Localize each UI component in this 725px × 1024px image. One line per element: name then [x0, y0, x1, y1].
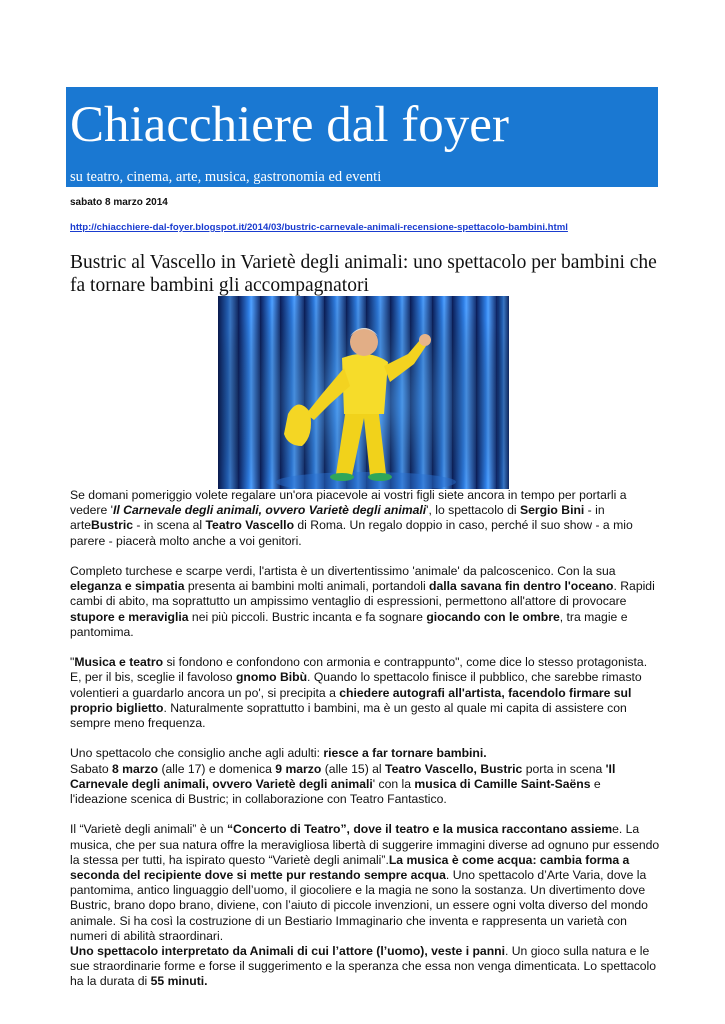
- emphasis-text: dalla savana fin dentro l'oceano: [429, 579, 614, 594]
- paragraph-2: [70, 564, 660, 640]
- paragraph-1: [70, 488, 660, 549]
- body-text-run: . Un gioco sulla natura e le sue straordinarie forme e forse il suggerimento e la speranza che essa non venga dimenticata. Lo spettacolo ha la durata di: [70, 944, 657, 989]
- body-text-run: ', lo spettacolo di: [426, 503, 520, 518]
- blog-title[interactable]: Chiacchiere dal foyer: [70, 97, 509, 153]
- emphasis-text: 'Il Carnevale degli animali, ovvero Varietè degli animali: [70, 761, 616, 791]
- body-text-run: si fondono e confondono con armonia e contrappunto", come dice lo stesso protagonista. E, per il bis, sceglie il favoloso: [70, 655, 648, 685]
- body-text-run: ' con la: [372, 776, 415, 791]
- paragraph-6: [70, 944, 660, 990]
- stage-performer-image: [218, 296, 509, 489]
- body-text-run: - in scena al: [133, 518, 206, 533]
- emphasis-text: 55 minuti.: [150, 974, 208, 989]
- emphasis-text: gnomo Bibù: [235, 670, 308, 685]
- post-url-link[interactable]: http://chiacchiere-dal-foyer.blogspot.it/2014/03/bustric-carnevale-animali-recensione-spettacolo-bambini.html: [70, 222, 568, 233]
- blog-subtitle: su teatro, cinema, arte, musica, gastronomia ed eventi: [70, 169, 382, 185]
- emphasis-text: Teatro Vascello: [205, 518, 295, 533]
- body-text-run: . Naturalmente soprattutto i bambini, ma è un gesto al quale mi capita di assistere con sempre meno frequenza.: [70, 700, 627, 731]
- emphasis-text: chiedere autografi all'artista, facendolo firmare sul proprio biglietto: [70, 685, 632, 715]
- emphasis-text: riesce a far tornare bambini.: [323, 746, 487, 761]
- emphasis-text: 9 marzo: [275, 761, 322, 776]
- blog-header: [66, 87, 658, 187]
- emphasis-text: Il Carnevale degli animali, ovvero Varietè degli animali: [112, 503, 427, 518]
- body-text-run: Se domani pomeriggio volete regalare un'ora piacevole ai vostri figli siete ancora in tempo per portarli a vedere ': [70, 488, 627, 518]
- emphasis-text: La musica è come acqua: cambia forma a seconda del recipiente dove si mette pur restando sempre acqua: [70, 852, 630, 883]
- body-text-run: . Uno spettacolo d’Arte Varia, dove la pantomima, antico linguaggio dell’uomo, il giocoliere e la magia ne sono la sostanza. Un divertimento dove Bustric, brano dopo brano, diviene, con l’aiuto di piccole invenzioni, un essere ogni volta diverso del mondo animale. Si ha così la costruzione di un Bestiario Immaginario che inventa e rappresenta un varietà con numeri di abilità straordinari.: [70, 868, 648, 943]
- paragraph-3: [70, 655, 660, 731]
- body-text-run: . Quando lo spettacolo finisce il pubblico, che sarebbe rimasto volentieri a guardarlo ancora un po', si precipita a: [70, 670, 642, 700]
- post-photo: [218, 296, 509, 489]
- paragraph-4a: [70, 746, 660, 761]
- post-date: sabato 8 marzo 2014: [70, 197, 168, 208]
- body-text-run: (alle 17) e domenica: [158, 761, 276, 776]
- emphasis-text: musica di Camille Saint-Saëns: [414, 776, 591, 791]
- body-text-run: Il “Varietè degli animali” è un: [70, 822, 227, 837]
- body-text-run: , tra magie e pantomima.: [70, 609, 628, 639]
- body-text-run: ": [70, 655, 75, 670]
- body-text-run: Completo turchese e scarpe verdi, l'artista è un divertentissimo 'animale' da palcoscenico. Con la sua: [70, 564, 616, 578]
- paragraph-5: [70, 822, 660, 944]
- body-text-run: porta in scena: [522, 761, 606, 776]
- body-text-run: Sabato: [70, 761, 113, 776]
- emphasis-text: Musica e teatro: [74, 655, 164, 670]
- paragraph-4b: [70, 762, 660, 808]
- body-text-run: - in arte: [70, 503, 605, 533]
- emphasis-text: 8 marzo: [112, 761, 159, 776]
- post-body: [70, 488, 660, 1005]
- emphasis-text: eleganza e simpatia: [70, 579, 185, 594]
- post-title: Bustric al Vascello in Varietè degli animali: uno spettacolo per bambini che fa tornare bambini gli accompagnatori: [70, 252, 657, 296]
- emphasis-text: stupore e meraviglia: [70, 609, 189, 624]
- body-text-run: Uno spettacolo che consiglio anche agli adulti:: [70, 746, 324, 761]
- body-text-run: (alle 15) al: [321, 761, 386, 776]
- body-text-run: presenta ai bambini molti animali, portandoli: [184, 579, 430, 594]
- emphasis-text: Sergio Bini: [519, 503, 585, 518]
- emphasis-text: giocando con le ombre: [426, 609, 560, 624]
- body-text-run: e l'ideazione scenica di Bustric; in collaborazione con Teatro Fantastico.: [70, 776, 601, 807]
- emphasis-text: “Concerto di Teatro”, dove il teatro e la musica raccontano assiem: [226, 822, 613, 837]
- body-text-run: . Rapidi cambi di abito, ma soprattutto un ampissimo ventaglio di espressioni, permettono all'attore di provocare: [70, 579, 655, 609]
- body-text-run: nei più piccoli. Bustric incanta e fa sognare: [188, 609, 427, 624]
- emphasis-text: Uno spettacolo interpretato da Animali di cui l’attore (l’uomo), veste i panni: [70, 944, 505, 959]
- emphasis-text: Bustric: [91, 518, 134, 533]
- emphasis-text: Teatro Vascello, Bustric: [385, 761, 523, 776]
- body-text-run: di Roma. Un regalo doppio in caso, perché il suo show - a mio parere - piacerà molto anche a voi genitori.: [70, 518, 633, 548]
- body-text-run: e. La musica, che per sua natura offre la meravigliosa libertà di suggerire immagini diverse ad ognuno pur essendo la stessa per tutti, ha ispirato questo “Varietè degli animali”.: [70, 822, 660, 867]
